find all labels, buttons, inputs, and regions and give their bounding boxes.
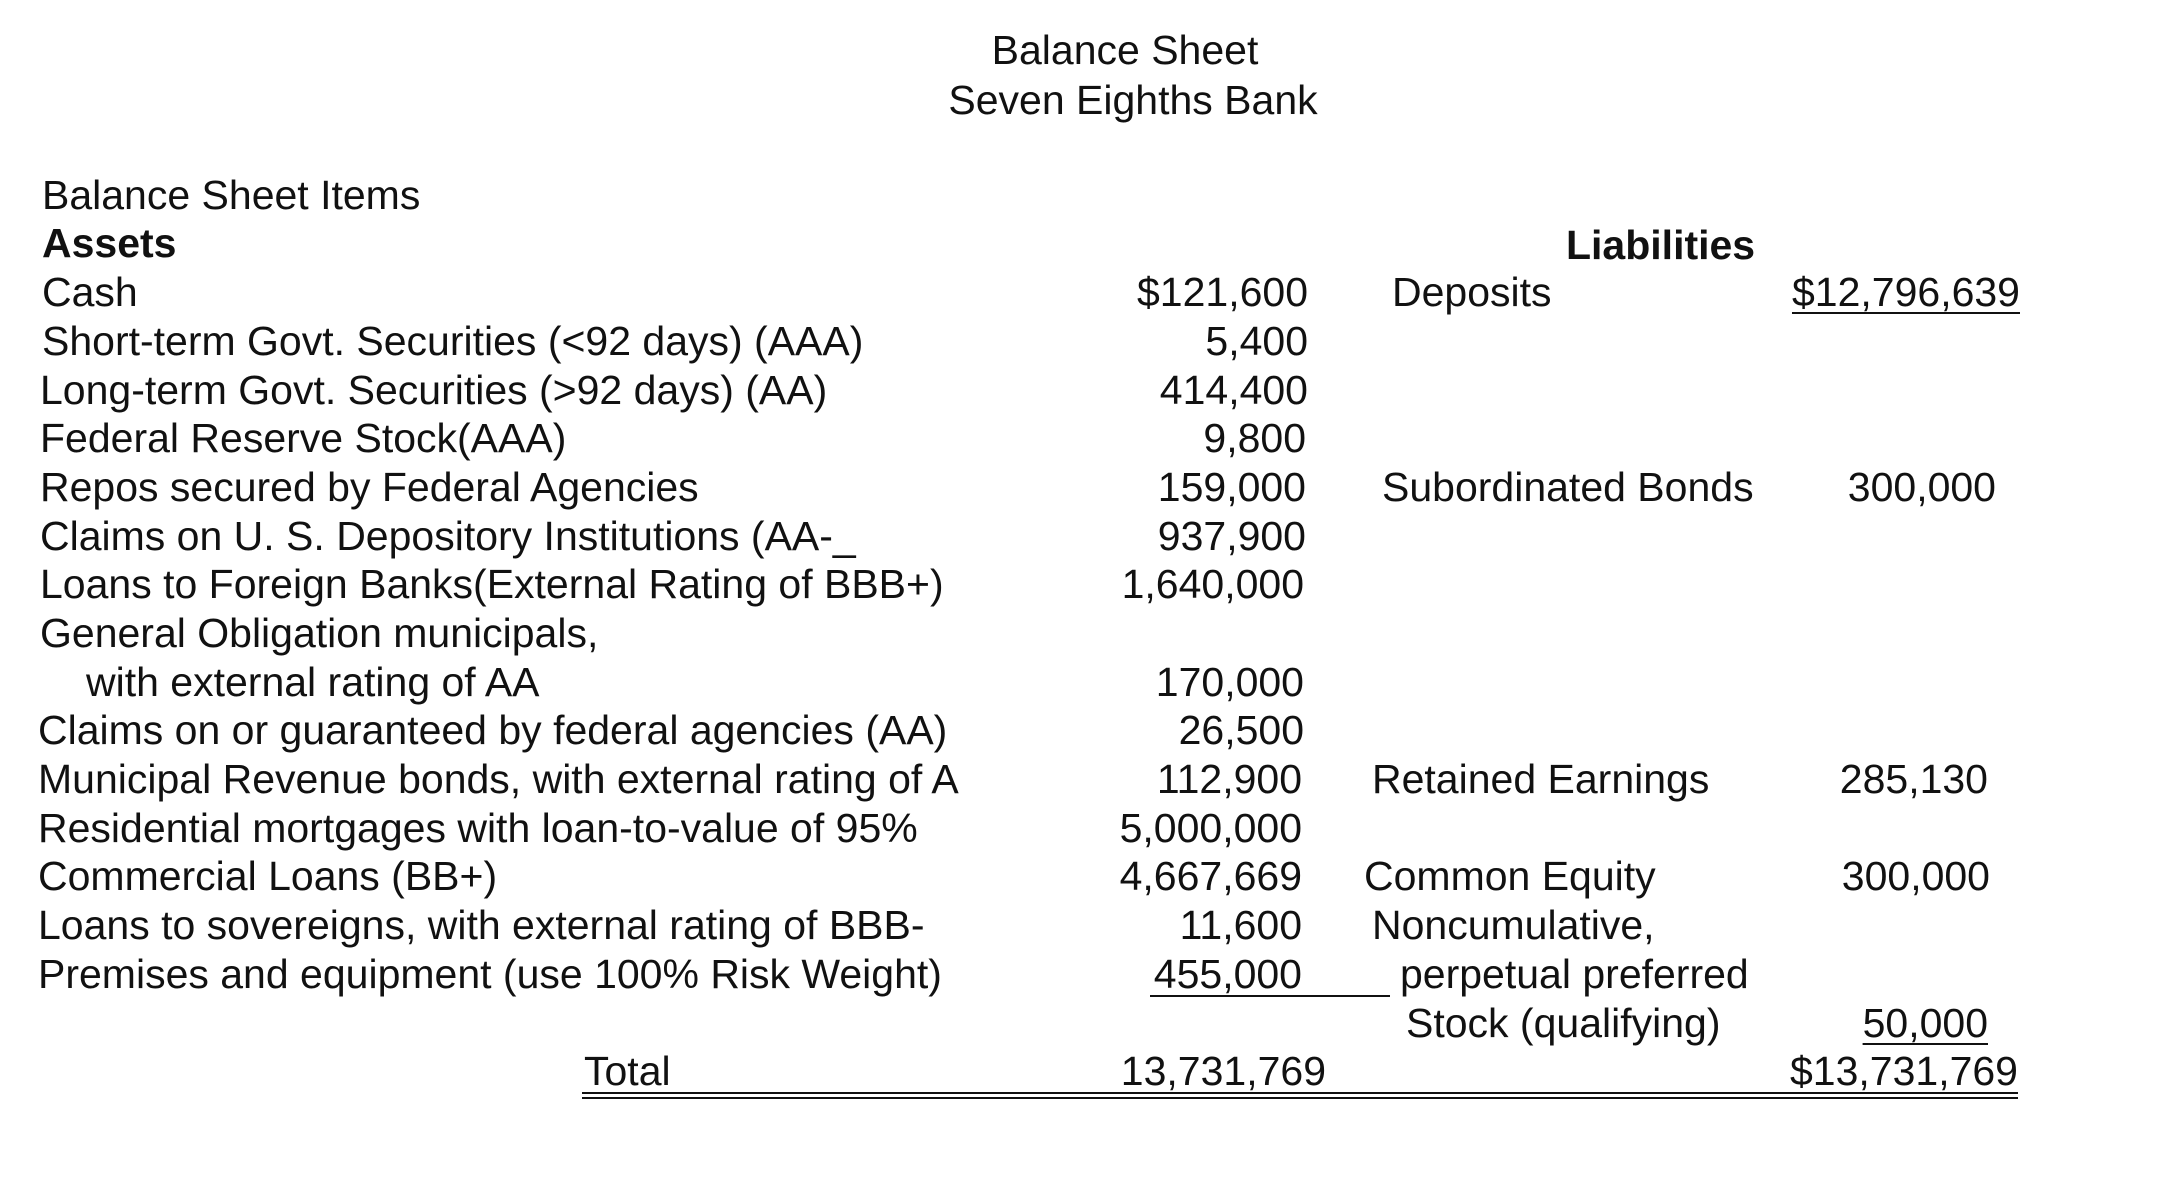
asset-value: 112,900 [1156,756,1302,802]
asset-label: Long-term Govt. Securities (>92 days) (AA) [40,367,828,413]
asset-value: 5,400 [1205,318,1308,364]
liability-label: Common Equity [1364,853,1656,899]
total-rule-bottom [582,1097,2018,1099]
liability-value: 285,130 [1839,756,1988,802]
asset-label: Loans to sovereigns, with external rating of BBB- [38,902,925,948]
asset-label: Federal Reserve Stock(AAA) [40,415,567,461]
asset-value: 11,600 [1179,902,1302,948]
asset-value: 159,000 [1157,464,1306,510]
liability-value: 300,000 [1847,464,1996,510]
liabilities-heading: Liabilities [1566,222,1756,268]
total-liabilities-value: $13,731,769 [1789,1048,2018,1094]
subtotal-rule [1150,995,1390,997]
total-assets-value: 13,731,769 [1120,1048,1326,1094]
liability-value: 50,000 [1862,1000,1988,1046]
asset-value: 5,000,000 [1119,805,1302,851]
page-subtitle: Seven Eighths Bank [948,77,1318,123]
total-label: Total [584,1048,671,1094]
asset-label: Claims on or guaranteed by federal agencies (AA) [38,707,948,753]
asset-label: Residential mortgages with loan-to-value of 95% [38,805,918,851]
asset-label: Premises and equipment (use 100% Risk Weight) [38,951,942,997]
liability-label: perpetual preferred [1400,951,1749,997]
asset-label: Short-term Govt. Securities (<92 days) (AAA) [42,318,864,364]
liability-label: Noncumulative, [1372,902,1655,948]
asset-value: 414,400 [1159,367,1308,413]
page-title: Balance Sheet [991,27,1259,73]
asset-value: $121,600 [1136,269,1308,315]
asset-value: 26,500 [1178,707,1304,753]
asset-value: 937,900 [1157,513,1306,559]
asset-label: with external rating of AA [86,659,540,705]
asset-label: General Obligation municipals, [40,610,599,656]
asset-label: Municipal Revenue bonds, with external rating of A [38,756,959,802]
section-label: Balance Sheet Items [42,172,421,218]
liability-label: Stock (qualifying) [1406,1000,1721,1046]
assets-heading: Assets [42,220,177,266]
liability-value: $12,796,639 [1791,269,2020,315]
asset-value: 455,000 [1153,951,1302,997]
asset-label: Loans to Foreign Banks(External Rating of BBB+) [40,561,944,607]
asset-value: 4,667,669 [1119,853,1302,899]
liability-label: Subordinated Bonds [1382,464,1754,510]
asset-value: 9,800 [1203,415,1306,461]
liability-label: Deposits [1392,269,1552,315]
asset-value: 170,000 [1155,659,1304,705]
total-rule-top [582,1092,2018,1094]
liability-label: Retained Earnings [1372,756,1710,802]
asset-label: Cash [42,269,138,315]
asset-label: Claims on U. S. Depository Institutions (AA-_ [40,513,856,559]
asset-label: Commercial Loans (BB+) [38,853,498,899]
liability-value: 300,000 [1841,853,1990,899]
asset-label: Repos secured by Federal Agencies [40,464,699,510]
asset-value: 1,640,000 [1121,561,1304,607]
